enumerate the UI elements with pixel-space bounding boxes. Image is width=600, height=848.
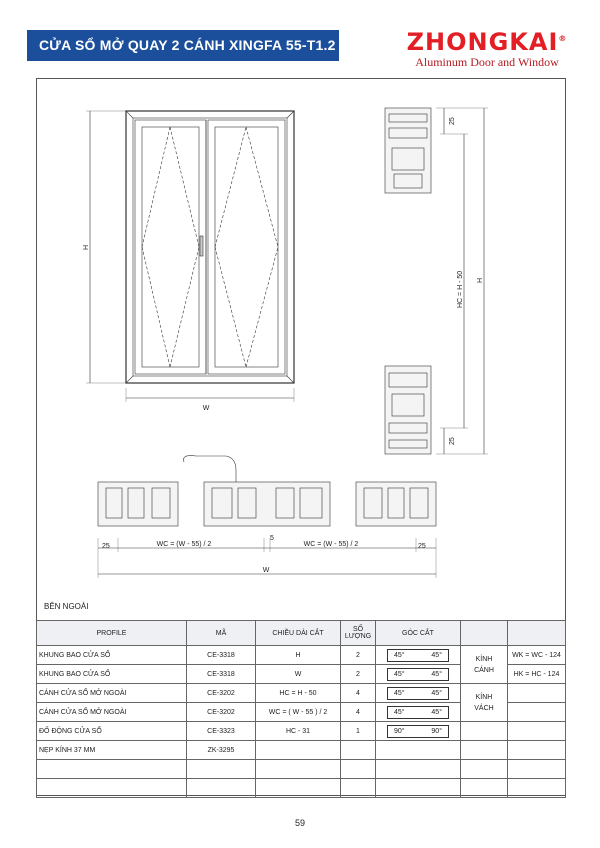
col-qty: SỐ LƯỢNG — [341, 621, 376, 646]
vertical-section — [385, 108, 488, 454]
page-number: 59 — [294, 818, 305, 828]
table-row: NẸP KÍNH 37 MM ZK-3295 — [37, 741, 566, 760]
formula-hk: HK = HC - 124 — [508, 665, 566, 684]
cut-angle: 45° 45° — [387, 668, 449, 681]
dim-25-right: 25 — [418, 543, 426, 550]
cutting-spec-table — [36, 620, 566, 798]
table-row: ĐỐ ĐỘNG CỬA SỔ CE-3323 HC - 31 1 90° 90° — [37, 722, 566, 741]
cut-angle: 45° 45° — [387, 706, 449, 719]
horizontal-section — [98, 456, 436, 578]
dim-w-bottom: W — [262, 567, 270, 574]
table-row: CÁNH CỬA SỔ MỞ NGOÀI CE-3202 HC = H - 50 4 45° 45° KÍNH VÁCH — [37, 684, 566, 703]
table-row: CÁNH CỬA SỔ MỞ NGOÀI CE-3202 WC = ( W - 55 ) / 2 4 45° 45° — [37, 703, 566, 722]
window-elevation — [86, 111, 294, 402]
col-angle: GÓC CẮT — [376, 621, 461, 646]
table-header-row — [37, 621, 566, 646]
outside-label: BÊN NGOÀI — [44, 602, 89, 611]
dim-25-top: 25 — [449, 117, 456, 125]
dim-5: 5 — [270, 535, 274, 542]
table-row — [37, 779, 566, 798]
cut-angle: 90° 90° — [387, 725, 449, 738]
col-code: MÃ — [187, 621, 256, 646]
dim-25-bottom: 25 — [449, 437, 456, 445]
page-title: CỬA SỔ MỞ QUAY 2 CÁNH XINGFA 55-T1.2 — [27, 30, 339, 61]
brand-name: ZHONGKAI — [406, 28, 559, 56]
cut-angle: 45° 45° — [387, 687, 449, 700]
glass-label: KÍNH — [475, 655, 493, 663]
dim-wc-left: WC = (W - 55) / 2 — [156, 541, 212, 548]
dim-wc-right: WC = (W - 55) / 2 — [303, 541, 359, 548]
table-row — [37, 760, 566, 779]
dim-h-label: H — [83, 244, 90, 250]
brand-mark: ® — [558, 34, 568, 43]
brand-tagline: Aluminum Door and Window — [415, 55, 559, 69]
dim-h-right: H — [477, 277, 484, 283]
col-length: CHIỀU DÀI CẮT — [256, 621, 341, 646]
formula-wk: WK = WC - 124 — [508, 646, 566, 665]
technical-drawings — [36, 78, 566, 608]
table-row: KHUNG BAO CỬA SỔ CE-3318 H 2 45° 45° KÍNH CÁNH WK = WC - 124 — [37, 646, 566, 665]
col-profile: PROFILE — [37, 621, 187, 646]
dim-hc-label: HC = H - 50 — [457, 270, 464, 308]
brand-logo — [402, 26, 572, 69]
table-row: KHUNG BAO CỬA SỔ CE-3318 W 2 45° 45° HK = HC - 124 — [37, 665, 566, 684]
dim-25-left: 25 — [102, 543, 110, 550]
dim-w-label: W — [202, 405, 210, 412]
cut-angle: 45° 45° — [387, 649, 449, 662]
